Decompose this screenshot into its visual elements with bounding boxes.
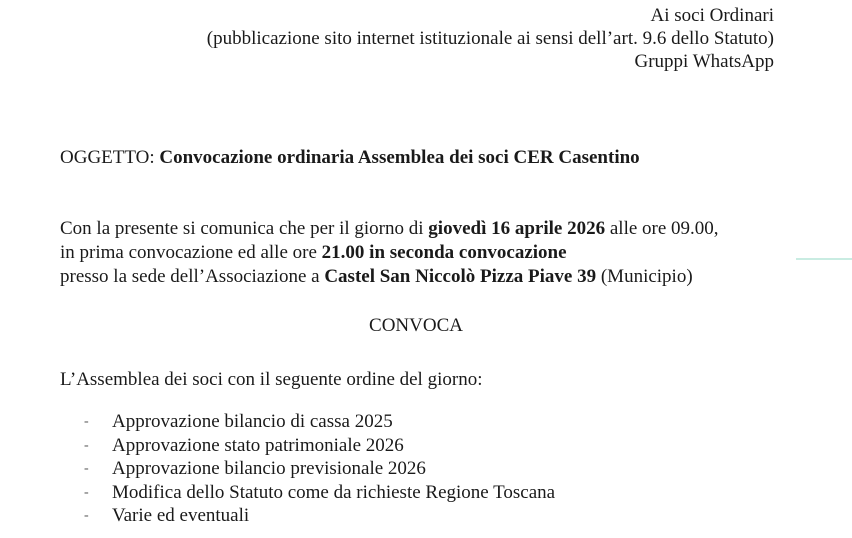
- list-item: [60, 481, 555, 505]
- dash-bullet: -: [84, 414, 89, 429]
- recipient-line: (pubblicazione sito internet istituzionale ai sensi dell’art. 9.6 dello Statuto): [206, 28, 774, 49]
- dash-bullet: -: [84, 508, 89, 523]
- body-line: [60, 241, 719, 265]
- convoca-heading: CONVOCA: [369, 315, 463, 336]
- body-line: [60, 217, 719, 241]
- dash-bullet: -: [84, 437, 89, 453]
- list-item: [60, 504, 555, 528]
- recipients-block: [207, 4, 774, 73]
- agenda-item-text: Approvazione stato patrimoniale 2026: [112, 434, 404, 456]
- recipient-line: Ai soci Ordinari: [650, 5, 774, 26]
- dash-bullet: -: [84, 484, 89, 500]
- recipient-line: Gruppi WhatsApp: [634, 51, 774, 72]
- agenda-item-text: Approvazione bilancio di cassa 2025: [112, 411, 393, 432]
- body-paragraph: [60, 217, 719, 289]
- scan-artifact-line: [796, 258, 852, 260]
- second-call-time: 21.00 in seconda convocazione: [321, 242, 567, 263]
- body-text: in prima convocazione ed alle ore: [60, 242, 322, 263]
- agenda-item-text: Modifica dello Statuto come da richieste Regione Toscana: [112, 481, 556, 503]
- body-text: alle ore 09.00,: [605, 218, 719, 239]
- agenda-item-text: Approvazione bilancio previsionale 2026: [112, 458, 426, 479]
- body-text: Con la presente si comunica che per il giorno di: [60, 218, 429, 239]
- subject-text: Convocazione ordinaria Assemblea dei soci CER Casentino: [159, 147, 640, 168]
- agenda-item-text: Varie ed eventuali: [112, 505, 250, 526]
- list-item: [60, 410, 555, 434]
- agenda-list: [60, 410, 555, 528]
- subject-label: OGGETTO:: [60, 147, 160, 168]
- dash-bullet: -: [84, 461, 89, 476]
- list-item: [60, 434, 555, 458]
- agenda-intro: L’Assemblea dei soci con il seguente ordine del giorno:: [60, 369, 483, 390]
- body-line: [60, 265, 719, 289]
- body-text: (Municipio): [596, 266, 693, 287]
- meeting-location: Castel San Niccolò Pizza Piave 39: [324, 266, 597, 287]
- subject-line: [60, 146, 640, 170]
- body-text: presso la sede dell’Associazione a: [60, 266, 325, 287]
- meeting-date: giovedì 16 aprile 2026: [428, 218, 606, 239]
- list-item: [60, 457, 555, 481]
